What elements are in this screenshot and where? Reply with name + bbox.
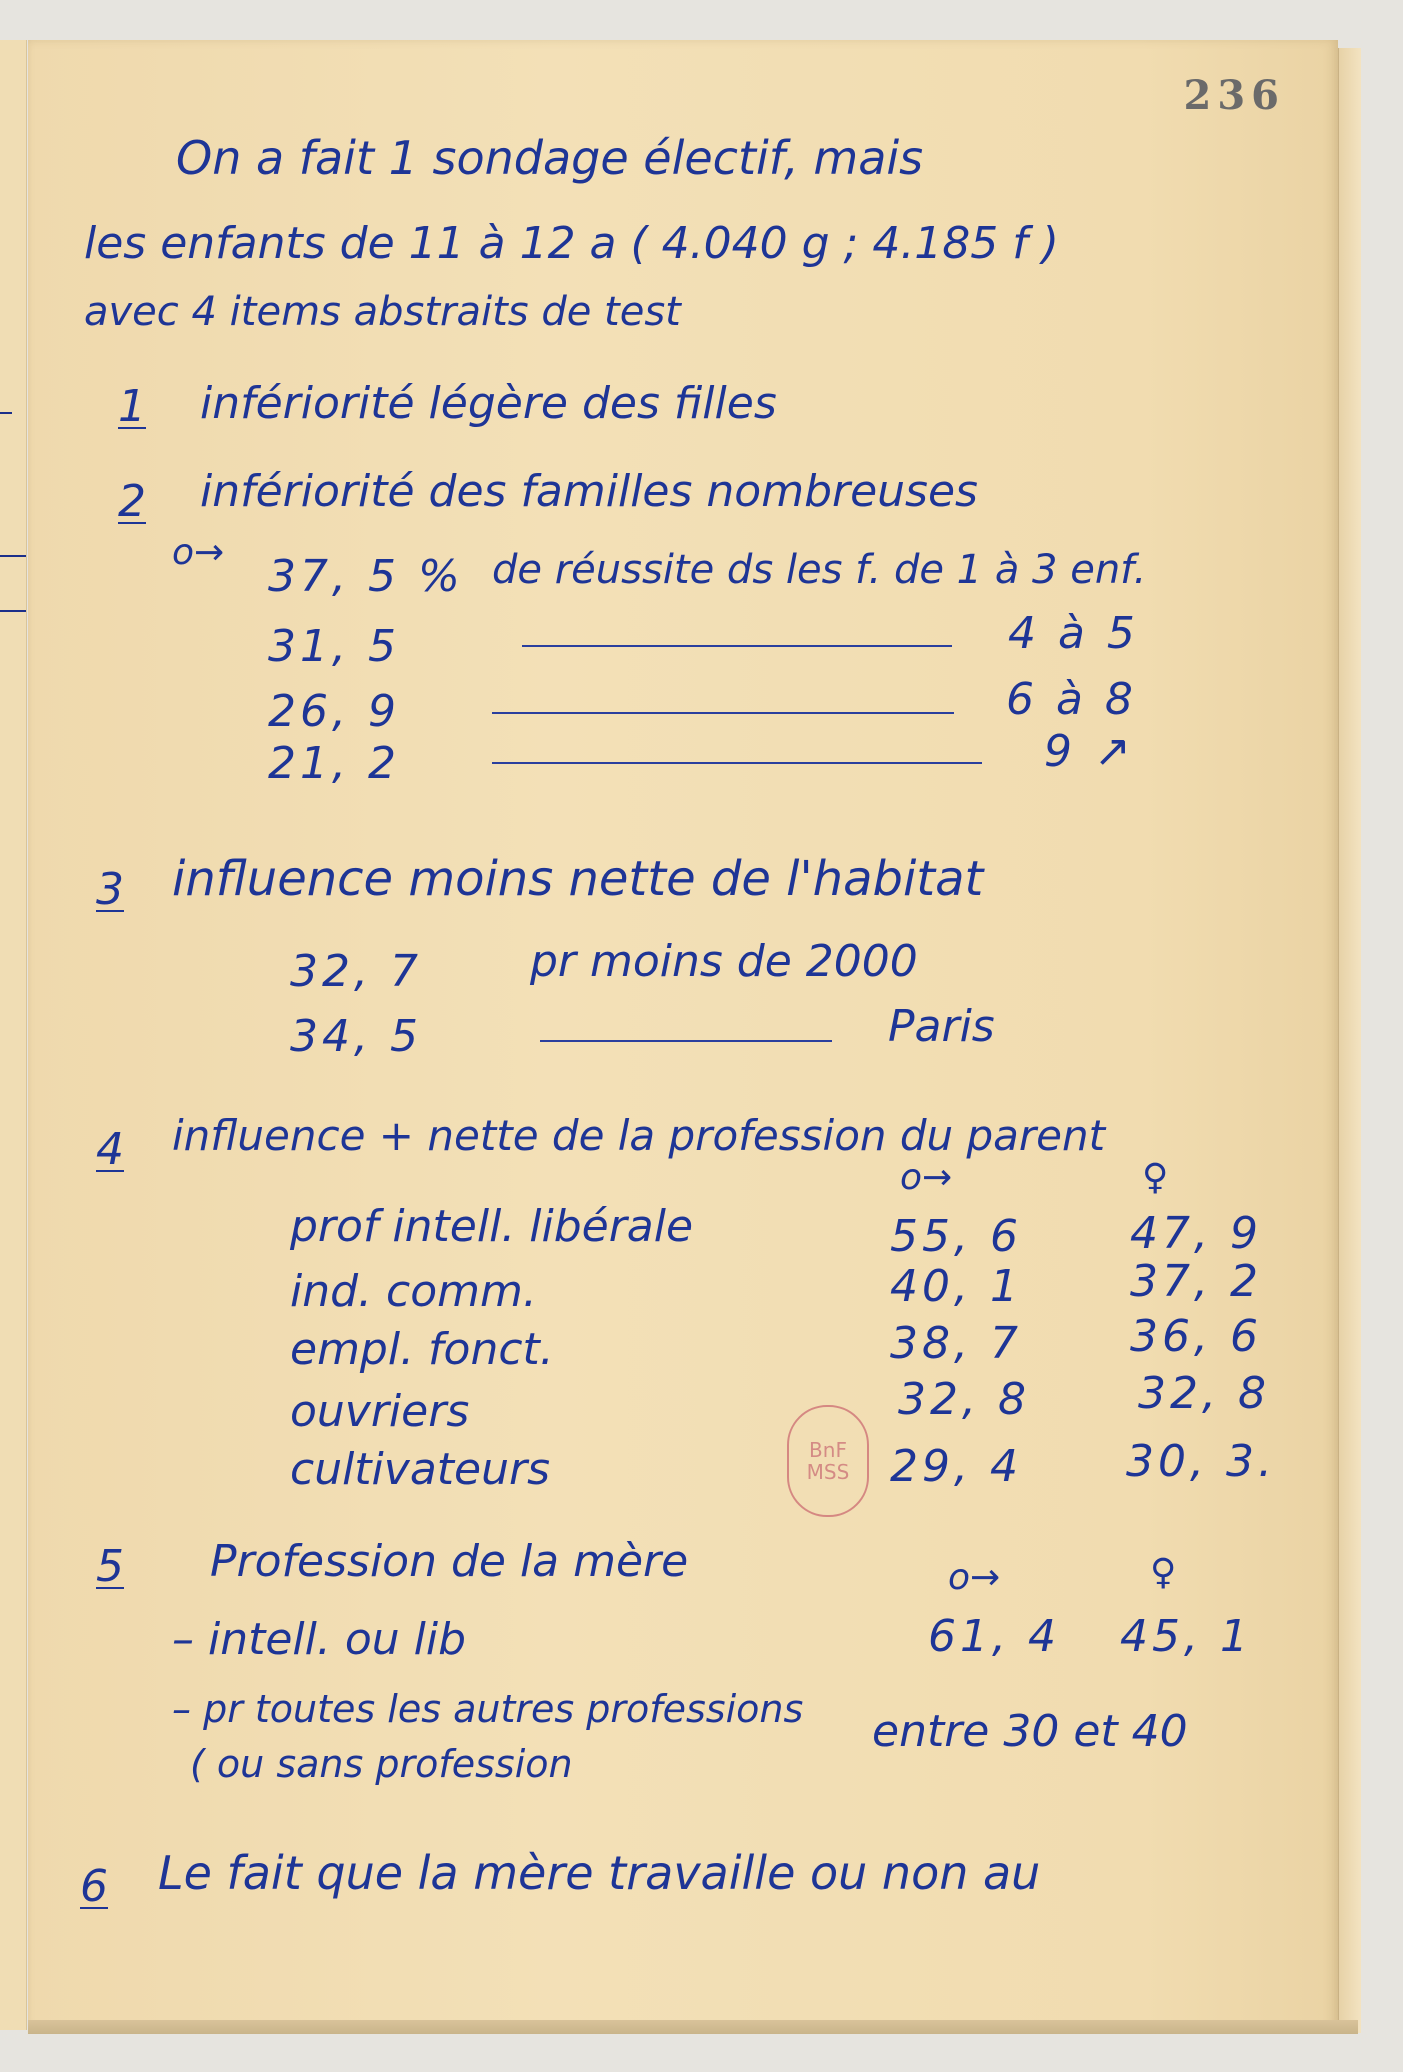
profession-label-2: ind. comm.	[290, 1266, 537, 1317]
girls-column-header: ♀	[1142, 1157, 1169, 1198]
girls-column-header: ♀	[1150, 1552, 1177, 1593]
family-size-value-3: 26, 9	[268, 686, 400, 737]
profession-girls-4: 32, 8	[1138, 1368, 1270, 1419]
boys-column-header: o→	[948, 1557, 1001, 1598]
profession-boys-2: 40, 1	[890, 1261, 1022, 1312]
habitat-label-2: Paris	[888, 1001, 995, 1052]
family-size-value-1: 37, 5 %	[268, 551, 464, 602]
boys-symbol: o→	[172, 532, 225, 573]
item-1-number: 1	[118, 381, 146, 432]
profession-girls-3: 36, 6	[1130, 1311, 1262, 1362]
habitat-value-2: 34, 5	[290, 1011, 422, 1062]
item-5-text: Profession de la mère	[210, 1536, 689, 1587]
family-size-value-4: 21, 2	[268, 738, 400, 789]
ditto-line	[492, 762, 982, 764]
ditto-line	[492, 712, 954, 714]
habitat-value-1: 32, 7	[290, 946, 422, 997]
previous-page-edge	[0, 40, 27, 2030]
library-stamp	[787, 1405, 869, 1517]
item-3-number: 3	[96, 864, 124, 915]
profession-boys-5: 29, 4	[890, 1441, 1022, 1492]
family-size-label-3: 6 à 8	[1006, 674, 1137, 725]
mother-row-1-label: – intell. ou lib	[172, 1614, 467, 1665]
profession-label-4: ouvriers	[290, 1386, 470, 1437]
item-6-text: Le fait que la mère travaille ou non au	[158, 1846, 1041, 1900]
page-edge	[1338, 48, 1361, 2033]
profession-girls-1: 47, 9	[1130, 1208, 1262, 1259]
profession-boys-4: 32, 8	[898, 1374, 1030, 1425]
intro-line-1: On a fait 1 sondage électif, mais	[176, 131, 924, 185]
page-bottom-edge	[28, 2020, 1358, 2034]
profession-boys-1: 55, 6	[890, 1211, 1022, 1262]
profession-boys-3: 38, 7	[890, 1318, 1022, 1369]
mother-row-2-value: entre 30 et 40	[872, 1706, 1188, 1757]
item-2-text: infériorité des familles nombreuses	[200, 466, 978, 517]
item-4-text: influence + nette de la profession du parent	[172, 1111, 1106, 1160]
item-4-number: 4	[96, 1124, 124, 1175]
ditto-line	[522, 645, 952, 647]
item-3-text: influence moins nette de l'habitat	[172, 851, 984, 907]
boys-column-header: o→	[900, 1157, 953, 1198]
profession-label-1: prof intell. libérale	[290, 1201, 694, 1252]
mother-row-2-line-1: – pr toutes les autres professions	[172, 1687, 804, 1731]
stamp-line-1: BnF	[809, 1438, 847, 1462]
item-5-number: 5	[96, 1541, 124, 1592]
intro-line-2: les enfants de 11 à 12 a ( 4.040 g ; 4.185 f )	[84, 218, 1059, 269]
mother-row-1-girls: 45, 1	[1120, 1611, 1252, 1662]
ditto-line	[540, 1040, 832, 1042]
family-size-label-2: 4 à 5	[1008, 608, 1139, 659]
profession-label-5: cultivateurs	[290, 1444, 551, 1495]
profession-girls-2: 37, 2	[1130, 1256, 1262, 1307]
item-6-number: 6	[80, 1861, 108, 1912]
intro-line-3: avec 4 items abstraits de test	[84, 289, 681, 335]
mother-row-1-boys: 61, 4	[928, 1611, 1060, 1662]
family-size-label-1: de réussite ds les f. de 1 à 3 enf.	[492, 547, 1147, 593]
family-size-value-2: 31, 5	[268, 621, 400, 672]
stamp-line-2: MSS	[806, 1460, 850, 1484]
habitat-label-1: pr moins de 2000	[530, 936, 918, 987]
profession-label-3: empl. fonct.	[290, 1324, 554, 1375]
item-1-text: infériorité légère des filles	[200, 378, 777, 429]
item-2-number: 2	[118, 476, 146, 527]
mother-row-2-line-2: ( ou sans profession	[190, 1742, 573, 1786]
family-size-label-4: 9 ↗	[1044, 726, 1135, 777]
profession-girls-5: 30, 3.	[1126, 1436, 1276, 1487]
folio-number: 236	[1183, 72, 1285, 119]
